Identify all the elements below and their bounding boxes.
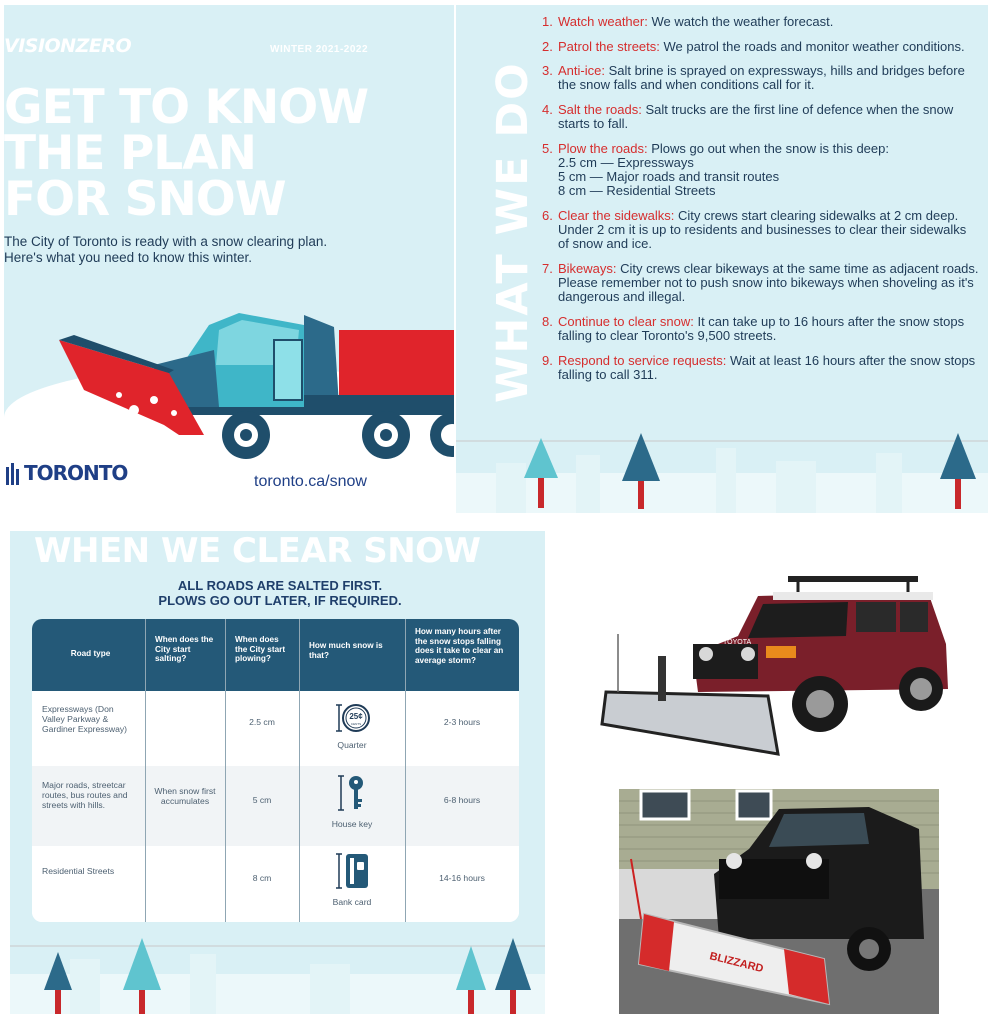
header-salting: When does the City start salting?	[145, 619, 225, 691]
intro-text	[4, 234, 424, 266]
step-keyword: Salt the roads:	[558, 101, 642, 117]
truck-brand-text: TOYOTA	[723, 639, 752, 646]
what-we-do-panel	[456, 5, 988, 513]
brochure-front-panel	[4, 5, 454, 513]
salt-first-subtitle	[30, 578, 530, 608]
step-item	[540, 15, 980, 29]
step-text: Wait at least 16 hours after the snow stops falling to call 311.	[558, 352, 976, 382]
step-text: We watch the weather forecast.	[647, 14, 834, 29]
headline	[4, 80, 424, 227]
when-we-clear-snow-panel	[10, 531, 545, 1014]
step-number: 1.	[542, 14, 553, 29]
table-cell-plowing: 2.5 cm	[249, 717, 275, 727]
step-keyword: Continue to clear snow:	[558, 313, 694, 329]
table-cell-plowing: 8 cm	[252, 873, 272, 883]
plow-depth-residential: 8 cm — Residential Streets	[558, 183, 716, 199]
house-key-icon	[338, 774, 368, 812]
what-we-do-title	[488, 23, 538, 403]
step-item	[540, 262, 980, 305]
red-suv-with-snow-plow-photo	[598, 574, 952, 762]
quarter-coin-icon	[336, 703, 370, 733]
step-item	[540, 354, 980, 382]
snow-clearing-table	[32, 619, 519, 922]
when-we-clear-snow-title: WHEN WE CLEAR SNOW	[34, 531, 481, 571]
city-skyline-illustration	[456, 433, 988, 513]
svg-text:CENTS: CENTS	[350, 722, 362, 726]
intro-line: The City of Toronto is ready with a snow clearing plan.	[4, 234, 328, 249]
header-road-type: Road type	[32, 619, 145, 691]
headline-line: GET TO KNOW	[4, 80, 369, 135]
step-keyword: Watch weather:	[558, 14, 648, 29]
header-snow-amount: How much snow is that?	[299, 619, 405, 691]
vision-zero-logo: VISIONZERO	[4, 35, 132, 57]
step-number: 5.	[542, 140, 553, 156]
header-hours-to-clear: How many hours after the snow stops falling does it take to clear an average storm?	[405, 619, 519, 691]
step-keyword: Respond to service requests:	[558, 352, 727, 368]
plow-depth-major-roads: 5 cm — Major roads and transit routes	[558, 169, 780, 185]
step-number: 2.	[542, 38, 553, 54]
step-text: Salt trucks are the first line of defence when the snow starts to fall.	[558, 101, 954, 132]
step-item	[540, 103, 980, 131]
table-row-bg	[32, 846, 519, 922]
table-cell-item: Quarter	[337, 740, 367, 750]
table-cell-hours: 2-3 hours	[443, 717, 481, 727]
table-cell-item: House key	[331, 819, 373, 829]
snow-plow-truck-illustration	[4, 295, 454, 465]
table-cell-salting: When snow first accumulates	[154, 786, 216, 806]
svg-text:25¢: 25¢	[349, 712, 363, 721]
intro-line: Here's what you need to know this winter.	[4, 250, 252, 265]
plow-depth-expressways: 2.5 cm — Expressways	[558, 154, 694, 170]
what-we-do-title-text: WHAT WE DO	[488, 61, 538, 403]
step-item	[540, 209, 980, 252]
step-item	[540, 40, 980, 54]
step-text: We patrol the roads and monitor weather conditions.	[659, 38, 965, 54]
season-label: WINTER 2021-2022	[270, 44, 369, 55]
step-text: Salt brine is sprayed on expressways, hills and bridges before the snow falls and when conditions call for it.	[558, 63, 965, 93]
subtitle-line: PLOWS GO OUT LATER, IF REQUIRED.	[158, 593, 402, 608]
step-text: City crews start clearing sidewalks at 2 cm deep. Under 2 cm it is up to residents and businesses to clear their sidewalks of snow and ice.	[558, 207, 967, 252]
column-divider	[299, 619, 300, 922]
step-number: 6.	[542, 207, 553, 223]
plow-brand-text: BLIZZARD	[708, 950, 765, 976]
step-number: 3.	[542, 63, 553, 79]
step-text: It can take up to 16 hours after the snow stops falling to clear Toronto's 9,500 streets.	[558, 313, 965, 344]
table-cell-hours: 14-16 hours	[439, 873, 485, 883]
step-number: 4.	[542, 101, 553, 117]
step-item	[540, 142, 980, 199]
step-keyword: Plow the roads:	[558, 140, 648, 156]
step-text: Plows go out when the snow is this deep:	[647, 140, 889, 156]
table-cell-road-type: Expressways (Don Valley Parkway & Gardiner Expressway)	[42, 704, 128, 734]
headline-line: THE PLAN	[4, 126, 256, 181]
step-number: 7.	[542, 260, 553, 276]
column-divider	[145, 619, 146, 922]
step-item	[540, 64, 980, 92]
step-keyword: Clear the sidewalks:	[558, 207, 675, 223]
table-cell-road-type: Residential Streets	[42, 866, 115, 876]
city-skyline-illustration	[10, 934, 545, 1014]
city-hall-icon	[4, 463, 26, 487]
black-truck-with-blizzard-plow-photo	[619, 789, 939, 1014]
table-cell-road-type: Major roads, streetcar routes, bus routes and streets with hills.	[42, 780, 128, 810]
step-item	[540, 315, 980, 343]
step-text: City crews clear bikeways at the same time as adjacent roads. Please remember not to push snow into bikeways when shoveling as it's dangerous and illegal.	[558, 260, 979, 305]
header-plowing: When does the City start plowing?	[225, 619, 299, 691]
step-number: 8.	[542, 313, 553, 329]
table-cell-plowing: 5 cm	[252, 795, 272, 805]
toronto-logo: TORONTO	[24, 461, 128, 485]
steps-list	[540, 15, 980, 393]
bank-card-icon	[336, 852, 370, 890]
step-keyword: Anti-ice:	[558, 63, 605, 79]
step-keyword: Bikeways:	[558, 260, 617, 276]
step-number: 9.	[542, 352, 553, 368]
website-link[interactable]: toronto.ca/snow	[254, 473, 367, 490]
table-cell-hours: 6-8 hours	[443, 795, 481, 805]
subtitle-line: ALL ROADS ARE SALTED FIRST.	[177, 578, 383, 593]
table-cell-item: Bank card	[332, 897, 372, 907]
headline-line: FOR SNOW	[4, 172, 286, 227]
step-keyword: Patrol the streets:	[558, 38, 660, 54]
